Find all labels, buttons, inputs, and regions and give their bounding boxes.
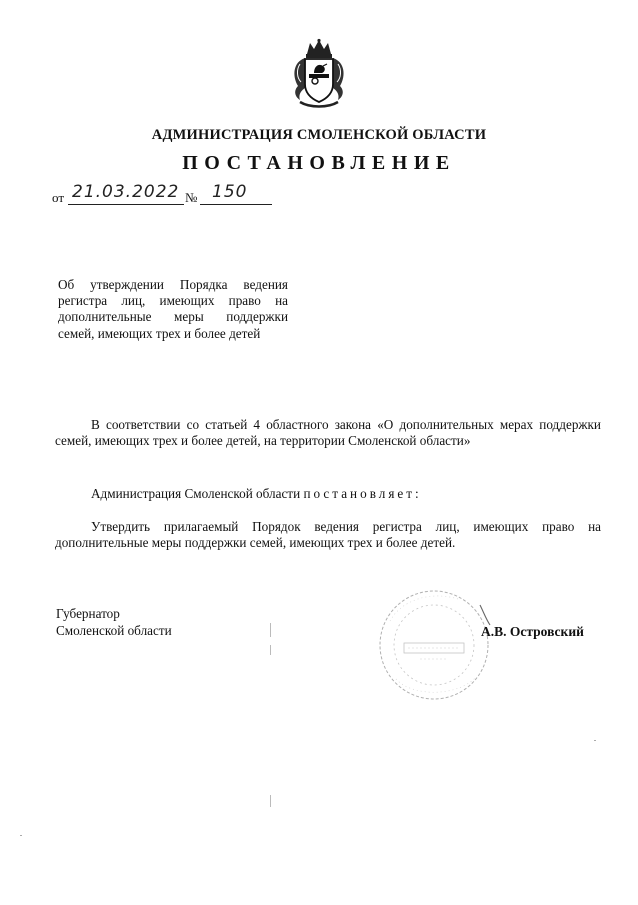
- number-prefix-label: №: [185, 190, 198, 205]
- scan-artifact: [270, 645, 271, 655]
- date-underline: [68, 204, 184, 205]
- handwritten-number: 150: [212, 182, 248, 202]
- signatory-position: [56, 605, 172, 639]
- document-type-title: ПОСТАНОВЛЕНИЕ: [182, 152, 456, 174]
- position-line-1: Губернатор: [56, 606, 120, 621]
- handwritten-date: 21.03.2022: [72, 182, 180, 202]
- date-number-line: [52, 182, 292, 208]
- scan-artifact: [20, 835, 22, 836]
- number-underline: [200, 204, 272, 205]
- resolution-action: постановляет:: [303, 486, 422, 501]
- scan-artifact: [270, 623, 271, 637]
- resolution-subject: Администрация Смоленской области: [91, 486, 304, 501]
- date-prefix-label: от: [52, 190, 65, 205]
- coat-of-arms-icon: [290, 38, 348, 110]
- position-line-2: Смоленской области: [56, 623, 172, 638]
- scan-artifact: [270, 795, 271, 807]
- organization-title: АДМИНИСТРАЦИЯ СМОЛЕНСКОЙ ОБЛАСТИ: [151, 127, 487, 143]
- legal-basis-paragraph: В соответствии со статьей 4 областного закона «О дополнительных мерах поддержки семей, имеющих трех и более детей, на территории Смоленской области»: [55, 417, 601, 449]
- official-seal-stamp: [372, 585, 502, 703]
- resolution-paragraph: [55, 486, 601, 502]
- document-subject: Об утверждении Порядка ведения регистра лиц, имеющих право на дополнительные меры поддержки семей, имеющих трех и более детей: [58, 277, 288, 341]
- scan-artifact: [594, 740, 596, 741]
- approval-paragraph: Утвердить прилагаемый Порядок ведения регистра лиц, имеющих право на дополнительные меры поддержки семей, имеющих трех и более детей.: [55, 519, 601, 551]
- signatory-name: А.В. Островский: [481, 624, 584, 639]
